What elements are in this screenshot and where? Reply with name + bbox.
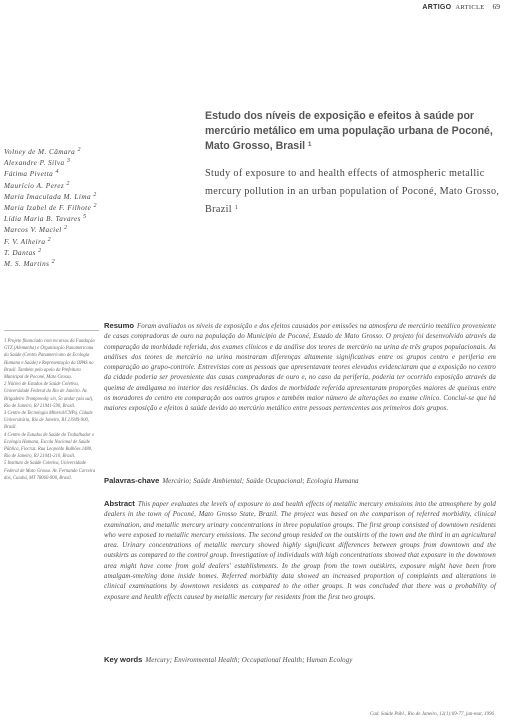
resumo-label: Resumo — [104, 321, 134, 330]
affiliation-note: 3 Centro de Tecnologia Mineral/CNPq. Cidade Universitária, Rio de Janeiro, RJ 21949-900, Brasil. — [4, 411, 93, 431]
author-name: Maurício A. Perez — [4, 181, 65, 190]
author-item — [4, 192, 184, 203]
section-label: ARTIGO — [422, 4, 452, 11]
palavras-chave-section — [104, 476, 496, 487]
affiliation-note: 5 Instituto de Saúde Coletiva, Universidade Federal de Mato Grosso. Av. Fernando Correira dos, Cuiabá, MT 78060-900, Brasil. — [4, 461, 96, 481]
author-name: Maria Imaculada M. Lima — [4, 192, 92, 201]
author-affiliation-marker: 2 — [93, 203, 97, 210]
author-affiliation-marker: 2 — [93, 191, 97, 198]
author-item — [4, 248, 184, 259]
author-name: Marcos V. Maciel — [4, 226, 62, 235]
title-en-footnote-marker: 1 — [234, 205, 239, 211]
author-affiliation-marker: 5 — [83, 214, 87, 221]
author-affiliation-marker: 3 — [66, 158, 71, 165]
author-item — [4, 259, 184, 270]
title-portuguese — [205, 109, 495, 154]
author-name: T. Dantas — [4, 248, 36, 257]
author-affiliation-marker: 2 — [51, 259, 56, 266]
title-en-text: Study of exposure to and health effects of atmospheric metallic mercury pollution in an urban population of Poconé, Mato Grosso, Brazil — [205, 168, 500, 215]
abstract-label: Abstract — [104, 499, 135, 508]
abstract-text: This paper evaluates the levels of exposure to and health effects of metallic mercury emissions into the atmosphere by gold dealers in the town of Poconé, Mato Grosso State, Brazil. The project was based on the comparison of referred morbidity, clinical examination, and metallic mercury urinary concentrations in three population groups. The first group consisted of downtown residents who were exposed to metallic mercury emissions. The second group resided on the outskirts of the town and the third in an agricultural area. Urinary concentrations of metallic mercury showed highly significant differences between groups from downtown and the outskirts as compared to the control group. Investigation of individuals with high concentrations showed that exposure in the downtown area might have come from gold dealers' establishments. In the group from the town outskirts, exposure might have been from amalgam-smelting done inside homes. Referred morbidity data showed an increased proportion of complaints and alterations in clinical examinations by downtown residents as compared to the other groups. It was concluded that there was a probability of exposure and health effects caused by metallic mercury for residents from the first two groups. — [104, 501, 496, 601]
author-name: Maria Izabel de F. Filhote — [4, 204, 92, 213]
section-label-en: ARTICLE — [455, 4, 485, 11]
affiliation-footnotes — [4, 338, 99, 482]
running-header — [422, 2, 500, 11]
author-item — [4, 181, 184, 192]
author-list — [4, 147, 184, 270]
author-affiliation-marker: 2 — [63, 225, 68, 232]
author-item — [4, 169, 184, 180]
title-english — [205, 165, 500, 219]
author-name: Fátima Pivetta — [4, 170, 54, 179]
author-affiliation-marker: 2 — [77, 147, 81, 153]
author-item — [4, 203, 184, 214]
page-number: 69 — [492, 2, 500, 11]
author-name: Volney de M. Câmara — [4, 148, 76, 156]
author-item — [4, 225, 184, 236]
author-name: Alexandre P. Silva — [4, 159, 65, 168]
author-name: Lídia Maria B. Tavares — [4, 215, 81, 224]
author-name: F. V. Alheira — [4, 237, 46, 246]
divider-rule — [4, 330, 99, 331]
author-item — [4, 147, 184, 158]
affiliation-note: 2 Núcleo de Estudos de Saúde Coletiva, Universidade Federal do Rio de Janeiro. Av. Brigadeiro Trompowsky s/n, 5o andar (ala sul), Rio de Janeiro, RJ 21941-590, Brasil. — [4, 382, 94, 409]
keywords-label: Key words — [104, 655, 143, 664]
resumo-text: Foram avaliados os níveis de exposição e dos efeitos causados por emissões na atmosfera de mercúrio metálico proveniente de casas compradoras de ouro na população do Município de Poconé, Estado de Mato Grosso. O projeto foi desenvolvido através da comparação da morbidade referida, dos exames clínicos e da análise dos teores de mercúrio na urina de três grupos populacionais. As análises dos teores de mercúrio na urina mostraram diferenças altamente significativas entre os grupos centro e periferia em comparação ao grupo-controle. Entrevistas com as pessoas que apresentavam teores elevados evidenciaram que a exposição no centro da cidade poderia ser proveniente das casas compradoras de ouro e, no caso da periferia, poderia ter ocorrido exposição através da queima de amálgama no interior das residências. Os dados de morbidade referida apresentaram proporções maiores de queixas entre os moradores do centro em comparação aos outros grupos e também maior número de alterações no exame clínico. Conclui-se que há maiores exposição e efeitos à saúde devido ao mercúrio metálico entre pessoas pertencentes aos primeiros dois grupos. — [104, 323, 496, 413]
affiliation-note: 1 Projeto financiado com recursos da Fundação GTZ (Alemanha) e Organização Panamericana da Saúde (Centro Panamericano de Ecologia Humana e Saúde) e Representação da OPAS no Brasil. Também pelo apoio da Prefeitura Municipal de Poconé, Mato Grosso. — [4, 339, 95, 381]
author-name: M. S. Martins — [4, 260, 50, 269]
palavras-chave-label: Palavras-chave — [104, 476, 160, 485]
keywords-section — [104, 655, 496, 666]
palavras-chave-text: Mercúrio; Saúde Ambiental; Saúde Ocupacional; Ecologia Humana — [162, 478, 359, 485]
author-affiliation-marker: 2 — [66, 180, 70, 187]
keywords-text: Mercury; Environmental Health; Occupational Health; Human Ecology — [145, 657, 353, 664]
author-affiliation-marker: 2 — [47, 236, 52, 243]
author-item — [4, 158, 184, 169]
resumo-section — [104, 321, 496, 415]
author-item — [4, 237, 184, 248]
author-item — [4, 214, 184, 225]
title-pt-footnote-marker: 1 — [308, 142, 312, 148]
abstract-section — [104, 499, 496, 603]
journal-citation-footer: Cad. Saúde Públ., Rio de Janeiro, 12(1):69-77, jan-mar, 1996 — [370, 712, 494, 717]
affiliation-note: 4 Centro de Estudos de Saúde do Trabalhador e Ecologia Humana, Escola Nacional de Saúde Pública, Fiocruz. Rua Leopoldo Bulhões 1480, Rio de Janeiro, RJ 21041-210, Brasil. — [4, 432, 95, 460]
author-affiliation-marker: 2 — [38, 247, 42, 254]
author-affiliation-marker: 4 — [55, 169, 59, 176]
title-pt-text: Estudo dos níveis de exposição e efeitos à saúde por mercúrio metálico em uma população urbana de Poconé, Mato Grosso, Brasil — [205, 110, 493, 152]
